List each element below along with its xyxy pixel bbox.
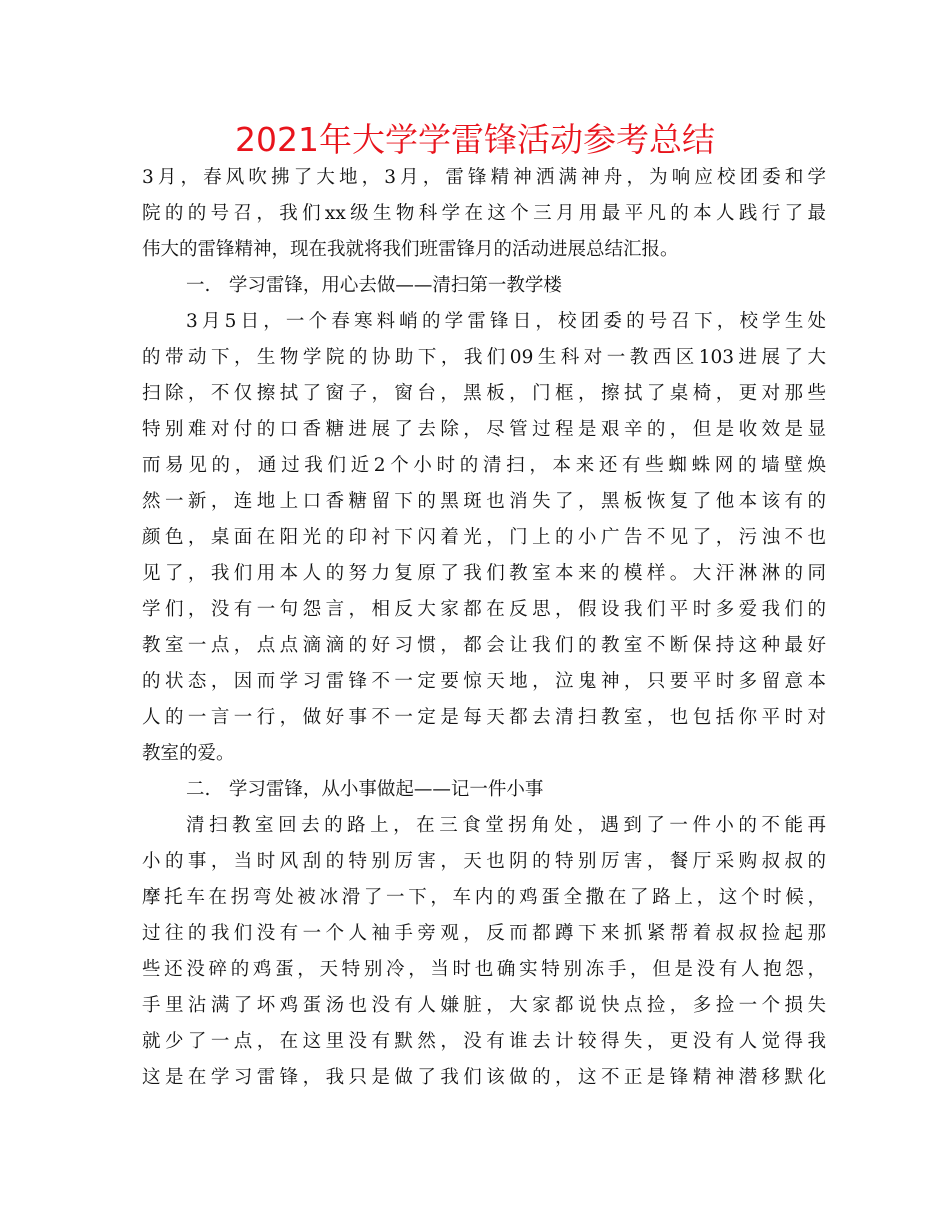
text-line: 3月，春风吹拂了大地，3月，雷锋精神洒满神舟，为响应校团委和学 <box>142 167 826 188</box>
text-line: 扫除，不仅擦拭了窗子，窗台，黑板，门框，擦拭了桌椅，更对那些 <box>142 383 826 404</box>
text-line: 手里沾满了坏鸡蛋汤也没有人嫌脏，大家都说快点捡，多捡一个损失 <box>142 995 826 1016</box>
text-line: 摩托车在拐弯处被冰滑了一下，车内的鸡蛋全撒在了路上，这个时候， <box>142 887 826 908</box>
text-line: 教室一点，点点滴滴的好习惯，都会让我们的教室不断保持这种最好 <box>142 635 826 656</box>
text-line: 的状态，因而学习雷锋不一定要惊天地，泣鬼神，只要平时多留意本 <box>142 671 826 692</box>
text-line: 清扫教室回去的路上，在三食堂拐角处，遇到了一件小的不能再 <box>186 815 826 836</box>
text-line: 特别难对付的口香糖进展了去除，尽管过程是艰辛的，但是收效是显 <box>142 419 826 440</box>
text-line: 3月5日，一个春寒料峭的学雷锋日，校团委的号召下，校学生处 <box>186 311 826 332</box>
text-line: 伟大的雷锋精神，现在我就将我们班雷锋月的活动进展总结汇报。 <box>142 239 679 260</box>
text-line: 这是在学习雷锋，我只是做了我们该做的，这不正是锋精神潜移默化 <box>142 1067 826 1088</box>
text-line: 见了，我们用本人的努力复原了我们教室本来的模样。大汗淋淋的同 <box>142 563 826 584</box>
text-line: 的带动下，生物学院的协助下，我们09生科对一教西区103进展了大 <box>142 347 826 368</box>
text-line: 人的一言一行，做好事不一定是每天都去清扫教室，也包括你平时对 <box>142 707 826 728</box>
document-body <box>142 160 826 1096</box>
text-line: 一. 学习雷锋，用心去做——清扫第一教学楼 <box>186 275 562 296</box>
text-line: 学们，没有一句怨言，相反大家都在反思，假设我们平时多爱我们的 <box>142 599 826 620</box>
text-line: 些还没碎的鸡蛋，天特别冷，当时也确实特别冻手，但是没有人抱怨， <box>142 959 826 980</box>
text-line: 然一新，连地上口香糖留下的黑斑也消失了，黑板恢复了他本该有的 <box>142 491 826 512</box>
text-line: 就少了一点，在这里没有默然，没有谁去计较得失，更没有人觉得我 <box>142 1031 826 1052</box>
text-line: 过往的我们没有一个人袖手旁观，反而都蹲下来抓紧帮着叔叔捡起那 <box>142 923 826 944</box>
text-line: 小的事，当时风刮的特别厉害，天也阴的特别厉害，餐厅采购叔叔的 <box>142 851 826 872</box>
text-line: 二. 学习雷锋，从小事做起——记一件小事 <box>186 779 544 800</box>
text-line: 而易见的，通过我们近2个小时的清扫，本来还有些蜘蛛网的墙壁焕 <box>142 455 826 476</box>
text-line: 教室的爱。 <box>142 743 235 764</box>
text-line: 院的的号召，我们xx级生物科学在这个三月用最平凡的本人践行了最 <box>142 203 826 224</box>
document-title: 2021年大学学雷锋活动参考总结 <box>235 120 715 159</box>
text-line: 颜色，桌面在阳光的印衬下闪着光，门上的小广告不见了，污浊不也 <box>142 527 826 548</box>
